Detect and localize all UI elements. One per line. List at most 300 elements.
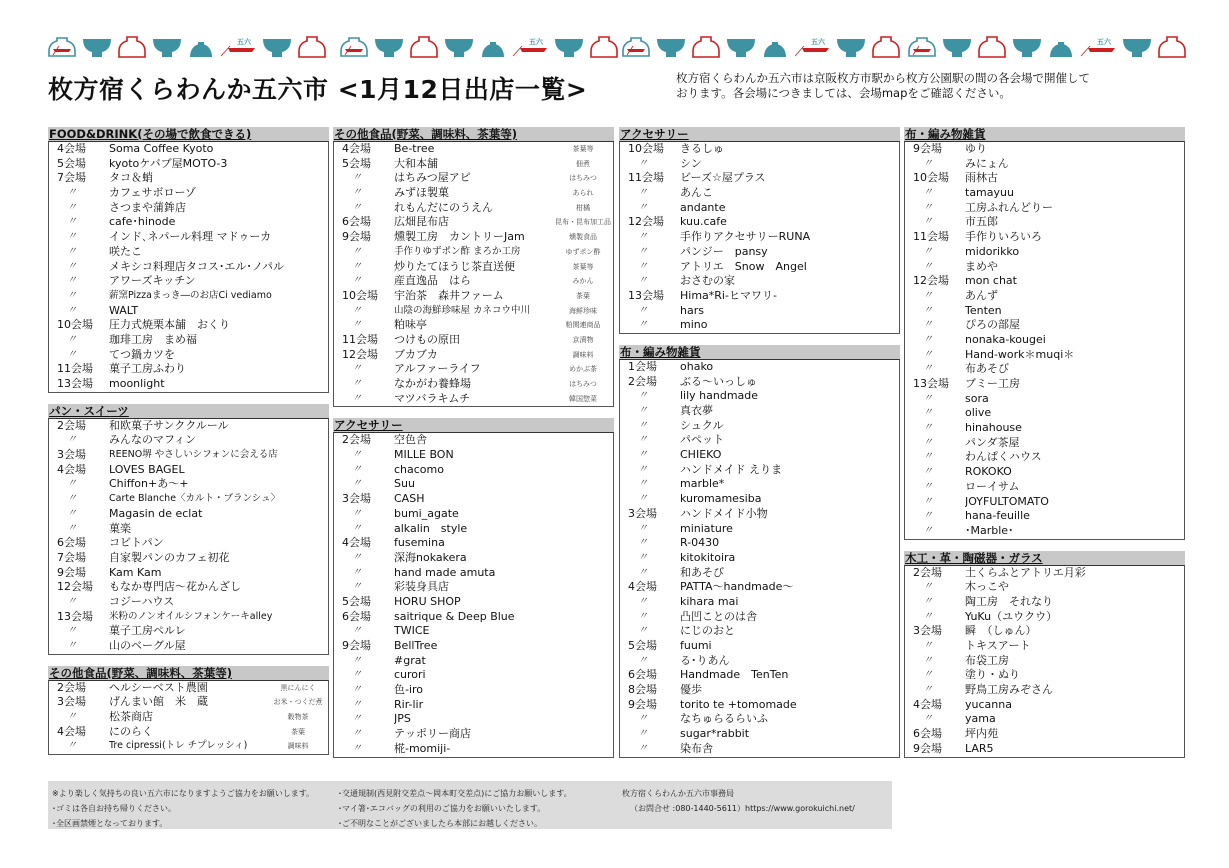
- venue-number: 〃: [638, 245, 648, 257]
- lid-red-icon: [590, 36, 618, 58]
- bowl-teal-icon: [1122, 36, 1152, 58]
- venue-number: 〃: [638, 405, 648, 416]
- category-title: パン・スイーツ: [48, 404, 329, 418]
- product-note: みかん: [572, 277, 594, 286]
- vendor-row: [620, 142, 899, 157]
- venue-number: 〃: [67, 493, 77, 505]
- shop-name: さつまや蒲鉾店: [109, 200, 186, 214]
- shop-name: ヘルシーベスト農園: [109, 680, 208, 694]
- shop-name: 深海nokakera: [394, 550, 467, 564]
- venue-number: 〃: [638, 537, 648, 549]
- venue-number: 5会場: [342, 156, 371, 170]
- venue-number: 〃: [638, 625, 648, 637]
- shop-name: つけもの原田: [394, 332, 460, 346]
- shop-name: kuu.cafe: [680, 215, 727, 229]
- shop-name: saitrique & Deep Blue: [394, 609, 515, 623]
- shop-name: ハンドメイド えりま: [680, 462, 783, 476]
- decorative-banner: [340, 30, 618, 58]
- contact-info: （お問合せ :080-1440-5611）https://www.gorokuichi.net/: [630, 804, 855, 813]
- venue-number: 7会場: [57, 550, 86, 564]
- venue-number: 〃: [67, 348, 77, 360]
- venue-number: 〃: [638, 434, 648, 446]
- bowl-teal-icon: [656, 36, 686, 58]
- shop-name: 大和本舗: [394, 156, 438, 170]
- shop-name: 産直逸品 はら: [394, 274, 471, 288]
- venue-number: 〃: [923, 595, 933, 607]
- vendor-row: [49, 201, 328, 216]
- venue-number: 4会場: [628, 580, 657, 594]
- shop-name: REENO堺 やさしいシフォンに会える店: [109, 449, 278, 461]
- vendor-row: [620, 522, 899, 537]
- vendor-row: [905, 668, 1184, 683]
- vendor-row: [905, 654, 1184, 669]
- vendor-row: [620, 318, 899, 333]
- vendor-row: [49, 522, 328, 537]
- vendor-row: [905, 348, 1184, 363]
- venue-number: 4会場: [913, 697, 942, 711]
- vendor-row: [620, 742, 899, 757]
- shop-name: ohako: [680, 359, 714, 373]
- shop-name: hars: [680, 303, 704, 317]
- venue-number: 〃: [352, 392, 362, 404]
- shop-name: YuKu（ユウクウ）: [965, 609, 1058, 623]
- shop-name: 野鳥工房みぞさん: [965, 683, 1053, 697]
- vendor-row: [49, 551, 328, 566]
- venue-number: 〃: [923, 669, 933, 681]
- shop-name: 和欧菓子サンククルール: [109, 418, 229, 432]
- vendor-row: [334, 727, 613, 742]
- vendor-row: [620, 433, 899, 448]
- vendor-row: [49, 492, 328, 507]
- vendor-row: [905, 436, 1184, 451]
- venue-number: 2会場: [57, 418, 86, 432]
- shop-name: コジーハウス: [109, 594, 175, 608]
- venue-number: 〃: [923, 187, 933, 199]
- venue-number: 8会場: [628, 683, 657, 697]
- boat-bowl-icon: [622, 36, 650, 58]
- venue-number: 〃: [67, 201, 77, 213]
- shop-name: #grat: [394, 653, 426, 667]
- vendor-row: [905, 142, 1184, 157]
- shop-name: 山陰の海鮮珍味屋 カネコウ中川: [394, 304, 531, 316]
- product-note: 粕関連商品: [565, 321, 601, 330]
- vendor-row: [905, 260, 1184, 275]
- svg-text:五六: 五六: [811, 38, 825, 46]
- venue-number: 3会場: [913, 624, 942, 638]
- vendor-row: [49, 739, 328, 754]
- vendor-row: [49, 695, 328, 710]
- vendor-row: [620, 289, 899, 304]
- shop-name: Carte Blanche〈カルト・ブランシュ〉: [109, 493, 281, 505]
- shop-name: わんぱくハウス: [965, 450, 1042, 464]
- shop-name: ブミー工房: [965, 377, 1020, 390]
- vendor-row: [334, 580, 613, 595]
- venue-number: 5会場: [57, 156, 86, 170]
- venue-number: 〃: [923, 245, 933, 257]
- intro-text: [676, 71, 1196, 101]
- venue-number: 11会場: [342, 332, 378, 346]
- shop-name: Soma Coffee Kyoto: [109, 142, 214, 155]
- venue-number: 11会場: [628, 171, 664, 185]
- vendor-row: [49, 624, 328, 639]
- shop-name: Chiffon+あ〜+: [109, 477, 189, 491]
- venue-number: 〃: [67, 187, 77, 199]
- shop-name: 市五郎: [965, 215, 998, 229]
- venue-number: 〃: [638, 449, 648, 461]
- shop-name: 凸凹ことのは舎: [680, 609, 757, 623]
- venue-number: 3会場: [57, 695, 86, 709]
- venue-number: 〃: [352, 669, 362, 681]
- vendor-row: [49, 289, 328, 304]
- vendor-list: [333, 432, 614, 757]
- venue-number: 〃: [67, 245, 77, 257]
- vendor-row: [334, 639, 613, 654]
- shop-name: アルファーライフ: [394, 362, 481, 376]
- venue-number: 〃: [352, 713, 362, 725]
- venue-number: 〃: [67, 625, 77, 637]
- shop-name: sora: [965, 391, 989, 405]
- vendor-row: [49, 419, 328, 434]
- venue-number: 〃: [352, 378, 362, 389]
- category-section: [333, 127, 614, 407]
- shop-name: ハンドメイド小物: [680, 506, 768, 520]
- vendor-row: [905, 362, 1184, 377]
- shop-name: alkalin style: [394, 521, 468, 535]
- shop-name: タコ＆蛸: [109, 171, 153, 185]
- shop-name: kuromamesiba: [680, 492, 762, 506]
- product-note: はちみつ: [569, 380, 597, 388]
- vendor-row: [620, 610, 899, 625]
- vendor-list: [904, 565, 1185, 758]
- venue-number: 9会場: [913, 142, 942, 155]
- venue-number: 〃: [923, 684, 933, 696]
- venue-number: 〃: [638, 566, 648, 578]
- vendor-row: [334, 230, 613, 245]
- shop-name: 布あそび: [965, 362, 1009, 376]
- bowl-teal-icon: [82, 36, 112, 58]
- vendor-row: [334, 171, 613, 186]
- category-section: [48, 666, 329, 755]
- dome-teal-icon: [1048, 36, 1074, 58]
- vendor-row: [620, 536, 899, 551]
- vendor-row: [620, 683, 899, 698]
- venue-number: 〃: [67, 304, 77, 316]
- venue-number: 〃: [352, 654, 362, 666]
- vendor-row: [334, 522, 613, 537]
- footer-notes-col1: [52, 786, 314, 831]
- vendor-row: [334, 348, 613, 363]
- vendor-row: [334, 333, 613, 348]
- shop-name: ぴろの部屋: [965, 318, 1020, 332]
- venue-number: 〃: [638, 275, 648, 287]
- venue-number: 4会場: [57, 724, 86, 738]
- venue-number: 6会場: [913, 727, 942, 741]
- venue-number: 〃: [352, 363, 362, 375]
- vendor-row: [620, 595, 899, 610]
- vendor-row: [334, 448, 613, 463]
- venue-number: 〃: [67, 216, 77, 228]
- venue-number: 4会場: [342, 536, 371, 550]
- category-section: [619, 127, 900, 334]
- vendor-row: [334, 698, 613, 713]
- venue-number: 〃: [638, 231, 648, 243]
- lid-red-icon: [872, 36, 900, 58]
- vendor-row: [49, 362, 328, 377]
- vendor-row: [620, 580, 899, 595]
- vendor-row: [905, 406, 1184, 421]
- venue-number: 〃: [638, 463, 648, 475]
- vendor-list: [48, 418, 329, 655]
- venue-number: 4会場: [342, 142, 371, 155]
- venue-number: 〃: [352, 463, 362, 475]
- venue-number: 4会場: [57, 142, 86, 155]
- venue-number: 〃: [923, 407, 933, 419]
- vendor-row: [905, 610, 1184, 625]
- venue-number: 〃: [923, 304, 933, 316]
- vendor-row: [620, 654, 899, 669]
- page-title: 枚方宿くらわんか五六市 <1月12日出店一覧>: [48, 75, 588, 104]
- shop-name: まめや: [965, 259, 998, 273]
- venue-number: 11会場: [913, 230, 949, 244]
- shop-name: fusemina: [394, 536, 445, 550]
- vendor-row: [620, 404, 899, 419]
- footer-note: ･ご不明なことがございましたら本部にお越しください。: [338, 819, 542, 828]
- venue-number: 〃: [67, 231, 77, 243]
- vendor-row: [620, 230, 899, 245]
- venue-number: 〃: [67, 740, 77, 752]
- vendor-row: [49, 610, 328, 625]
- vendor-row: [905, 495, 1184, 510]
- shop-name: hand made amuta: [394, 565, 496, 579]
- product-note: 茶葉等: [572, 145, 594, 153]
- shop-name: 炒りたてほうじ茶直送便: [394, 259, 515, 273]
- vendor-row: [905, 304, 1184, 319]
- venue-number: 6会場: [628, 668, 657, 682]
- shop-name: にじのおと: [680, 624, 735, 638]
- vendor-row: [49, 215, 328, 230]
- venue-number: 〃: [638, 319, 648, 331]
- vendor-row: [49, 448, 328, 463]
- vendor-row: [334, 610, 613, 625]
- svg-text:五六: 五六: [237, 38, 251, 46]
- venue-number: 〃: [923, 392, 933, 404]
- vendor-row: [49, 566, 328, 581]
- vendor-row: [49, 274, 328, 289]
- bowl-teal-icon: [1012, 36, 1042, 58]
- shop-name: 米粉のノンオイルシフォンケーキalley: [109, 610, 273, 622]
- shop-name: TWICE: [394, 624, 430, 638]
- vendor-row: [49, 157, 328, 172]
- venue-number: 〃: [352, 260, 362, 272]
- boat-bowl-icon: [908, 36, 936, 58]
- venue-number: 〃: [352, 187, 362, 199]
- venue-number: 12会場: [57, 580, 93, 594]
- product-note: 燻製食品: [569, 233, 597, 242]
- venue-number: 〃: [67, 434, 77, 446]
- product-note: ゆずポン酢: [565, 247, 601, 256]
- vendor-row: [334, 245, 613, 260]
- column-2: [333, 127, 614, 769]
- vendor-row: [905, 230, 1184, 245]
- venue-number: 〃: [638, 478, 648, 490]
- vendor-row: [334, 683, 613, 698]
- vendor-row: [905, 595, 1184, 610]
- vendor-row: [334, 362, 613, 377]
- shop-name: おさむの家: [680, 274, 735, 288]
- shop-name: LAR5: [965, 741, 994, 755]
- vendor-row: [620, 389, 899, 404]
- category-title: 木工・革・陶磁器・ガラス: [904, 551, 1185, 565]
- venue-number: 9会場: [913, 741, 942, 755]
- venue-number: 13会場: [628, 288, 664, 302]
- product-note: 黒にんにく: [280, 683, 316, 692]
- bowl-teal-icon: [444, 36, 474, 58]
- vendor-list: [48, 680, 329, 755]
- shop-name: BellTree: [394, 639, 438, 652]
- shop-name: yucanna: [965, 697, 1012, 711]
- venue-number: 9会場: [342, 230, 371, 244]
- vendor-row: [334, 215, 613, 230]
- boat-goroku-icon: [512, 36, 548, 58]
- vendor-row: [49, 536, 328, 551]
- vendor-row: [334, 463, 613, 478]
- lid-red-icon: [692, 36, 720, 58]
- footer-note: ※より楽しく気持ちの良い五六市になりますようご協力をお願いします。: [52, 789, 315, 798]
- vendor-row: [620, 419, 899, 434]
- shop-name: 塗り・ぬり: [965, 668, 1020, 682]
- venue-number: 〃: [352, 201, 362, 213]
- shop-name: mino: [680, 318, 708, 332]
- shop-name: 色-iro: [394, 683, 424, 697]
- category-section: [48, 404, 329, 655]
- product-note: 茶葉: [291, 727, 305, 736]
- venue-number: 〃: [638, 610, 648, 622]
- vendor-row: [905, 639, 1184, 654]
- venue-number: 〃: [352, 742, 362, 754]
- venue-number: 〃: [923, 480, 933, 492]
- shop-name: トキスアート: [965, 639, 1031, 652]
- vendor-list: [619, 141, 900, 334]
- vendor-row: [49, 477, 328, 492]
- bowl-teal-icon: [554, 36, 584, 58]
- vendor-row: [334, 377, 613, 392]
- shop-name: 雨林古: [965, 171, 998, 185]
- shop-name: みずほ製菓: [394, 186, 449, 200]
- column-3: [619, 127, 900, 769]
- venue-number: 13会場: [913, 377, 949, 390]
- shop-name: cafe･hinode: [109, 215, 176, 229]
- shop-name: 布袋工房: [965, 653, 1009, 667]
- shop-name: bumi_agate: [394, 506, 459, 520]
- category-section: [48, 127, 329, 393]
- boat-goroku-icon: [794, 36, 830, 58]
- vendor-row: [620, 304, 899, 319]
- vendor-row: [334, 668, 613, 683]
- vendor-row: [905, 201, 1184, 216]
- vendor-row: [334, 492, 613, 507]
- vendor-row: [620, 245, 899, 260]
- venue-number: 〃: [638, 157, 648, 169]
- vendor-row: [905, 465, 1184, 480]
- vendor-row: [905, 742, 1184, 757]
- venue-number: 〃: [67, 478, 77, 490]
- bowl-teal-icon: [152, 36, 182, 58]
- shop-name: 菓子工房ふわり: [109, 362, 186, 376]
- vendor-row: [49, 507, 328, 522]
- shop-name: andante: [680, 200, 726, 214]
- venue-number: 〃: [923, 333, 933, 345]
- shop-name: 広畑昆布店: [394, 215, 449, 229]
- venue-number: 13会場: [57, 609, 93, 623]
- shop-name: シン: [680, 156, 702, 170]
- shop-name: chacomo: [394, 462, 444, 476]
- shop-name: 坪内苑: [965, 727, 998, 741]
- venue-number: 〃: [923, 260, 933, 272]
- vendor-list: [904, 141, 1185, 540]
- vendor-row: [620, 375, 899, 390]
- venue-number: 〃: [923, 581, 933, 593]
- vendor-row: [334, 274, 613, 289]
- dome-teal-icon: [762, 36, 788, 58]
- venue-number: 〃: [638, 728, 648, 740]
- vendor-row: [334, 507, 613, 522]
- shop-name: CHIEKO: [680, 448, 722, 462]
- venue-number: 〃: [923, 510, 933, 522]
- venue-number: 〃: [352, 698, 362, 710]
- venue-number: 〃: [923, 713, 933, 725]
- venue-number: 〃: [923, 524, 933, 536]
- product-note: はちみつ: [569, 174, 597, 183]
- vendor-row: [49, 710, 328, 725]
- vendor-row: [334, 142, 613, 157]
- shop-name: シュクル: [680, 418, 724, 432]
- shop-name: なかがわ養蜂場: [394, 377, 471, 390]
- venue-number: 〃: [923, 451, 933, 463]
- shop-name: Rir-lir: [394, 697, 424, 711]
- category-title: アクセサリー: [333, 418, 614, 432]
- venue-number: 〃: [923, 466, 933, 478]
- product-note: 昆布・昆布加工品: [555, 218, 611, 227]
- shop-name: げんまい館 米 蔵: [109, 695, 208, 709]
- lid-red-icon: [118, 36, 146, 58]
- category-title: 布・編み物雑貨: [619, 345, 900, 359]
- venue-number: 〃: [352, 275, 362, 287]
- footer-note: ･交通規制(西見附交差点～岡本町交差点)にご協力お願いします。: [338, 789, 572, 798]
- venue-number: 〃: [923, 319, 933, 331]
- category-title: 布・編み物雑貨: [904, 127, 1185, 141]
- vendor-row: [334, 712, 613, 727]
- vendor-row: [334, 477, 613, 492]
- shop-name: 薪窯Pizzaまっき―のお店Ci vediamo: [109, 289, 272, 301]
- shop-name: 珈琲工房 まめ福: [109, 332, 197, 346]
- svg-text:五六: 五六: [529, 38, 543, 46]
- venue-number: 〃: [67, 640, 77, 651]
- venue-number: 〃: [352, 581, 362, 593]
- footer-note: ･ゴミは各自お持ち帰りください。: [52, 804, 176, 813]
- shop-name: ROKOKO: [965, 465, 1012, 479]
- vendor-row: [620, 698, 899, 713]
- shop-name: miniature: [680, 521, 733, 535]
- vendor-row: [905, 171, 1184, 186]
- venue-number: 2会場: [342, 433, 371, 447]
- shop-name: hana-feuille: [965, 509, 1030, 523]
- vendor-row: [334, 392, 613, 407]
- shop-name: アワーズキッチン: [109, 274, 196, 288]
- venue-number: 〃: [67, 507, 77, 519]
- vendor-row: [334, 304, 613, 319]
- shop-name: olive: [965, 406, 992, 420]
- venue-number: 〃: [352, 684, 362, 696]
